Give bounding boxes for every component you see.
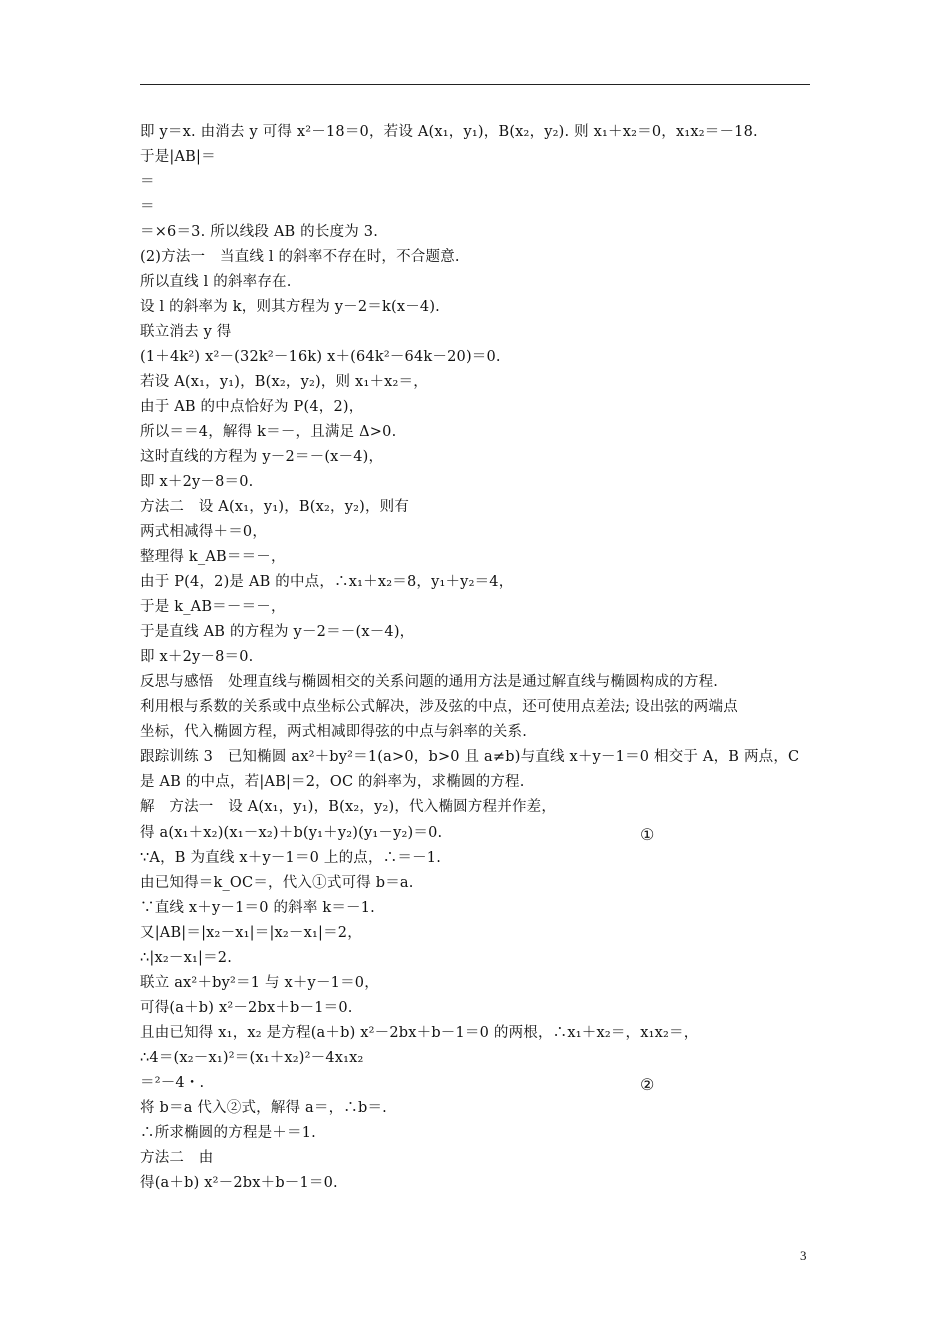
text-line: ∵A，B 为直线 x＋y－1＝0 上的点，∴＝－1. [140,850,442,866]
text-line: 若设 A(x₁，y₁)，B(x₂，y₂)，则 x₁＋x₂＝， [140,374,428,390]
text-line: ∴4＝(x₂－x₁)²＝(x₁＋x₂)²－4x₁x₂ [140,1050,364,1066]
text-line: 且由已知得 x₁，x₂ 是方程(a＋b) x²－2bx＋b－1＝0 的两根，∴x₁＋x₂＝，x₁x₂＝， [140,1025,699,1041]
text-line: 设 l 的斜率为 k，则其方程为 y－2＝k(x－4). [140,299,440,315]
page-number: 3 [800,1248,807,1263]
text-line: ＝ [140,199,155,215]
text-line: 所以直线 l 的斜率存在. [140,274,292,290]
text-line: 将 b＝a 代入②式，解得 a＝，∴b＝. [140,1100,387,1116]
text-line: ∵直线 x＋y－1＝0 的斜率 k＝－1. [140,900,375,916]
text-line: ∴所求椭圆的方程是＋＝1. [140,1125,316,1141]
text-line: 整理得 k_AB＝＝－， [140,549,286,565]
text-line: 坐标，代入椭圆方程，两式相减即得弦的中点与斜率的关系. [140,724,528,740]
text-line: 又|AB|＝|x₂－x₁|＝|x₂－x₁|＝2， [140,925,362,941]
text-line: 方法二 设 A(x₁，y₁)，B(x₂，y₂)，则有 [140,499,410,515]
text-line: 即 x＋2y－8＝0. [140,649,254,665]
text-line: (2)方法一 当直线 l 的斜率不存在时，不合题意. [140,249,460,265]
text-line: 于是直线 AB 的方程为 y－2＝－(x－4)， [140,624,415,640]
text-line: 于是|AB|＝ [140,149,216,165]
text-line: 由已知得＝k_OC＝，代入①式可得 b＝a. [140,875,414,891]
text-line: (1＋4k²) x²－(32k²－16k) x＋(64k²－64k－20)＝0. [140,349,501,365]
text-line: 是 AB 的中点，若|AB|＝2，OC 的斜率为，求椭圆的方程. [140,774,525,790]
text-line: 由于 AB 的中点恰好为 P(4，2)， [140,399,364,415]
text-line: 方法二 由 [140,1150,214,1166]
equation-marker-2: ② [640,1075,655,1094]
text-line: ∴|x₂－x₁|＝2. [140,950,233,966]
text-line: 解 方法一 设 A(x₁，y₁)，B(x₂，y₂)，代入椭圆方程并作差， [140,799,557,815]
text-line: 得(a＋b) x²－2bx＋b－1＝0. [140,1175,338,1191]
text-line: 这时直线的方程为 y－2＝－(x－4)， [140,449,384,465]
text-line: 得 a(x₁＋x₂)(x₁－x₂)＋b(y₁＋y₂)(y₁－y₂)＝0. [140,825,443,841]
text-line: 即 x＋2y－8＝0. [140,474,254,490]
header-rule [140,84,810,85]
text-line: 联立 ax²＋by²＝1 与 x＋y－1＝0， [140,975,379,991]
text-line: 两式相减得＋＝0， [140,524,268,540]
text-line: ＝×6＝3. 所以线段 AB 的长度为 3. [140,224,379,240]
text-line: 所以＝＝4，解得 k＝－，且满足 Δ>0. [140,424,397,440]
text-line: 可得(a＋b) x²－2bx＋b－1＝0. [140,1000,353,1016]
text-line: ＝²－4・. [140,1075,205,1091]
text-line: 跟踪训练 3 已知椭圆 ax²＋by²＝1(a>0，b>0 且 a≠b)与直线 x＋y－1＝0 相交于 A，B 两点，C [140,749,800,765]
text-line: 由于 P(4，2)是 AB 的中点，∴x₁＋x₂＝8，y₁＋y₂＝4， [140,574,514,590]
text-line: ＝ [140,174,155,190]
text-line: 反思与感悟 处理直线与椭圆相交的关系问题的通用方法是通过解直线与椭圆构成的方程. [140,674,719,690]
text-line: 即 y＝x. 由消去 y 可得 x²－18＝0，若设 A(x₁，y₁)，B(x₂，y₂). 则 x₁＋x₂＝0，x₁x₂＝－18. [140,124,758,140]
text-line: 联立消去 y 得 [140,324,232,340]
text-line: 于是 k_AB＝－＝－， [140,599,286,615]
text-line: 利用根与系数的关系或中点坐标公式解决，涉及弦的中点，还可使用点差法; 设出弦的两端点 [140,699,738,715]
equation-marker-1: ① [640,825,655,844]
